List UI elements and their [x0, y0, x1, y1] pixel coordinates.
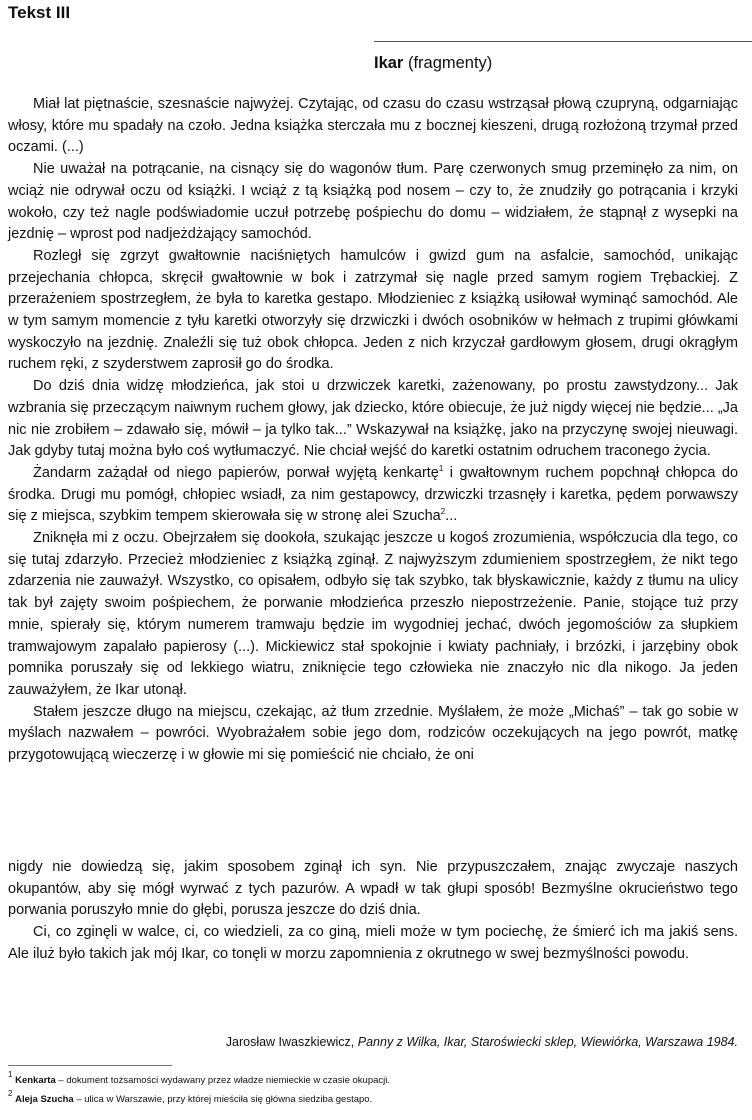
title-rule — [374, 41, 752, 42]
source-author: Jarosław Iwaszkiewicz, — [225, 1035, 358, 1049]
section-label: Tekst III — [8, 3, 71, 22]
footnote-ref: 2 — [440, 507, 446, 517]
footnote — [8, 1070, 390, 1086]
source-citation — [226, 1035, 738, 1049]
paragraph: Stałem jeszcze długo na miejscu, czekając, aż tłum zrzednie. Myślałem, że może „Michaś” – tak go sobie w myślach nazwałem – powróci. Wyobrażałem sobie jego dom, rodziców oczekujących na jego powrót, matkę przygotowującą wieczerzę i w głowie mi się pomieścić nie chciało, że oni — [8, 703, 738, 764]
footnote — [8, 1089, 373, 1105]
footnote-number: 1 — [8, 1070, 13, 1079]
text-body-part2 — [8, 857, 738, 966]
title-main: Ikar — [374, 54, 404, 72]
footnote-text: – dokument tożsamości wydawany przez władze niemieckie w czasie okupacji. — [55, 1075, 390, 1086]
footnote-number: 2 — [8, 1089, 13, 1098]
footnote-ref: 1 — [438, 463, 444, 473]
footnote-term: Kenkarta — [15, 1075, 56, 1086]
source-work: Panny z Wilka, Ikar, Staroświecki sklep, Wiewiórka, Warszawa 1984. — [357, 1035, 738, 1049]
paragraph: Nie uważał na potrącanie, na cisnący się do wagonów tłum. Parę czerwonych smug przeminęło za nim, on wciąż nie odrywał oczu od książki. I wciąż z tą książką pod nosem – czy to, że znudziły go potrącania i krzyki wokoło, czy też nagle podświadomie uczuł potrzebę pośpiechu do domu – widziałem, że stąpnął z wysepki na jezdnię – wprost pod nadjeżdżający samochód. — [8, 161, 738, 243]
paragraph — [8, 463, 738, 528]
text-title — [374, 54, 492, 73]
paragraph: Zniknęła mi z oczu. Obejrzałem się dookoła, szukając jeszcze u kogoś zrozumienia, współczucia dla tego, co się tutaj zdarzyło. Przecież młodzieniec z książką zginął. Z najwyższym zdumieniem spostrzegłem, że nikt tego zdarzenia nie zauważył. Wszystko, co opisałem, odbyło się tak szybko, tak błyskawicznie, każdy z tłumu na ulicy tak był zajęty swoim pośpiechem, że porwanie młodzieńca przeszło niepostrzeżenie. Panie, stojące tuż przy mnie, spierały się, którym numerem tramwaju będzie im wygodniej jechać, dwóch jegomościów za słupkiem tramwajowym zapalało papierosy (...). Mickiewicz stał spokojnie i kwiaty pachniały, i brzózki, i jarzębiny obok pomnika poruszały się od lekkiego wiatru, zniknięcie tego człowieka nie znaczyło nic dla nikogo. Ja jeden zauważyłem, że Ikar utonął. — [8, 530, 738, 698]
paragraph: Rozległ się zgrzyt gwałtownie naciśniętych hamulców i gwizd gum na asfalcie, samochód, unikając przejechania chłopca, skręcił gwałtownie w bok i zatrzymał się nagle przed samym rogiem Trębackiej. Z przerażeniem spostrzegłem, że była to karetka gestapo. Młodzieniec z książką usiłował wyminąć samochód. Ale w tym samym momencie z tyłu karetki otworzyły się drzwiczki i dwóch osobników w hełmach z trupimi główkami wyskoczyło na jezdnię. Znaleźli się tuż obok chłopca. Jeden z nich krzyczał gardłowym głosem, drugi okrągłym ruchem ręki, z szyderstwem zaprosił go do środka. — [8, 247, 738, 373]
paragraph-text: i gwałtownym ruchem popchnął chłopca do środka. Drugi mu pomógł, chłopiec wsiadł, za nim gestapowcy, drzwiczki trzasnęły i karetka, pędem porwawszy się z miejsca, szybkim tempem skierowała się w stronę alei Szucha — [8, 464, 739, 525]
paragraph-text: Żandarm zażądał od niego papierów, porwał wyjętą kenkartę — [33, 464, 439, 481]
footnote-text: – ulica w Warszawie, przy której mieściła się główna siedziba gestapo. — [73, 1094, 373, 1105]
paragraph: Do dziś dnia widzę młodzieńca, jak stoi u drzwiczek karetki, zażenowany, po prostu zawstydzony... Jak wzbrania się przeczącym naiwnym ruchem głowy, jak dziecko, które obiecuje, że już nigdy więcej nie będzie... „Ja nic nie zrobiłem – zdawało się, mówił – ja tylko tak...” Wskazywał na książkę, jako na przyczynę swojej nieuwagi. Jak gdyby tutaj można było coś wytłumaczyć. Nie chciał wejść do karetki ostatnim odruchem traconego życia. — [8, 378, 738, 460]
footnote-rule — [8, 1065, 172, 1066]
paragraph-continuation: nigdy nie dowiedzą się, jakim sposobem zginął ich syn. Nie przypuszczałem, znając zwyczaje naszych okupantów, aby się mógł wyrwać z tych pazurów. A wpadł w tak głupi sposób! Bezmyślne okrucieństwo tego porwania poruszyło mnie do głębi, porusza jeszcze do dziś dnia. — [8, 859, 738, 919]
title-suffix: (fragmenty) — [403, 54, 493, 72]
text-body-part1 — [8, 94, 738, 767]
paragraph: Ci, co zginęli w walce, ci, co wiedzieli, za co giną, mieli może w tym pociechę, że śmierć ich ma jakiś sens. Ale iluż było takich jak mój Ikar, co tonęli w morzu zapomnienia z okrutnego w swej bezmyślności powodu. — [8, 924, 738, 962]
paragraph: Miał lat piętnaście, szesnaście najwyżej. Czytając, od czasu do czasu wstrząsał płową czupryną, odgarniając włosy, które mu spadały na czoło. Jedna książka sterczała mu z bocznej kieszeni, drugą rozłożoną trzymał przed oczami. (...) — [8, 96, 738, 156]
paragraph-text: ... — [445, 508, 458, 525]
footnote-term: Aleja Szucha — [15, 1094, 74, 1105]
